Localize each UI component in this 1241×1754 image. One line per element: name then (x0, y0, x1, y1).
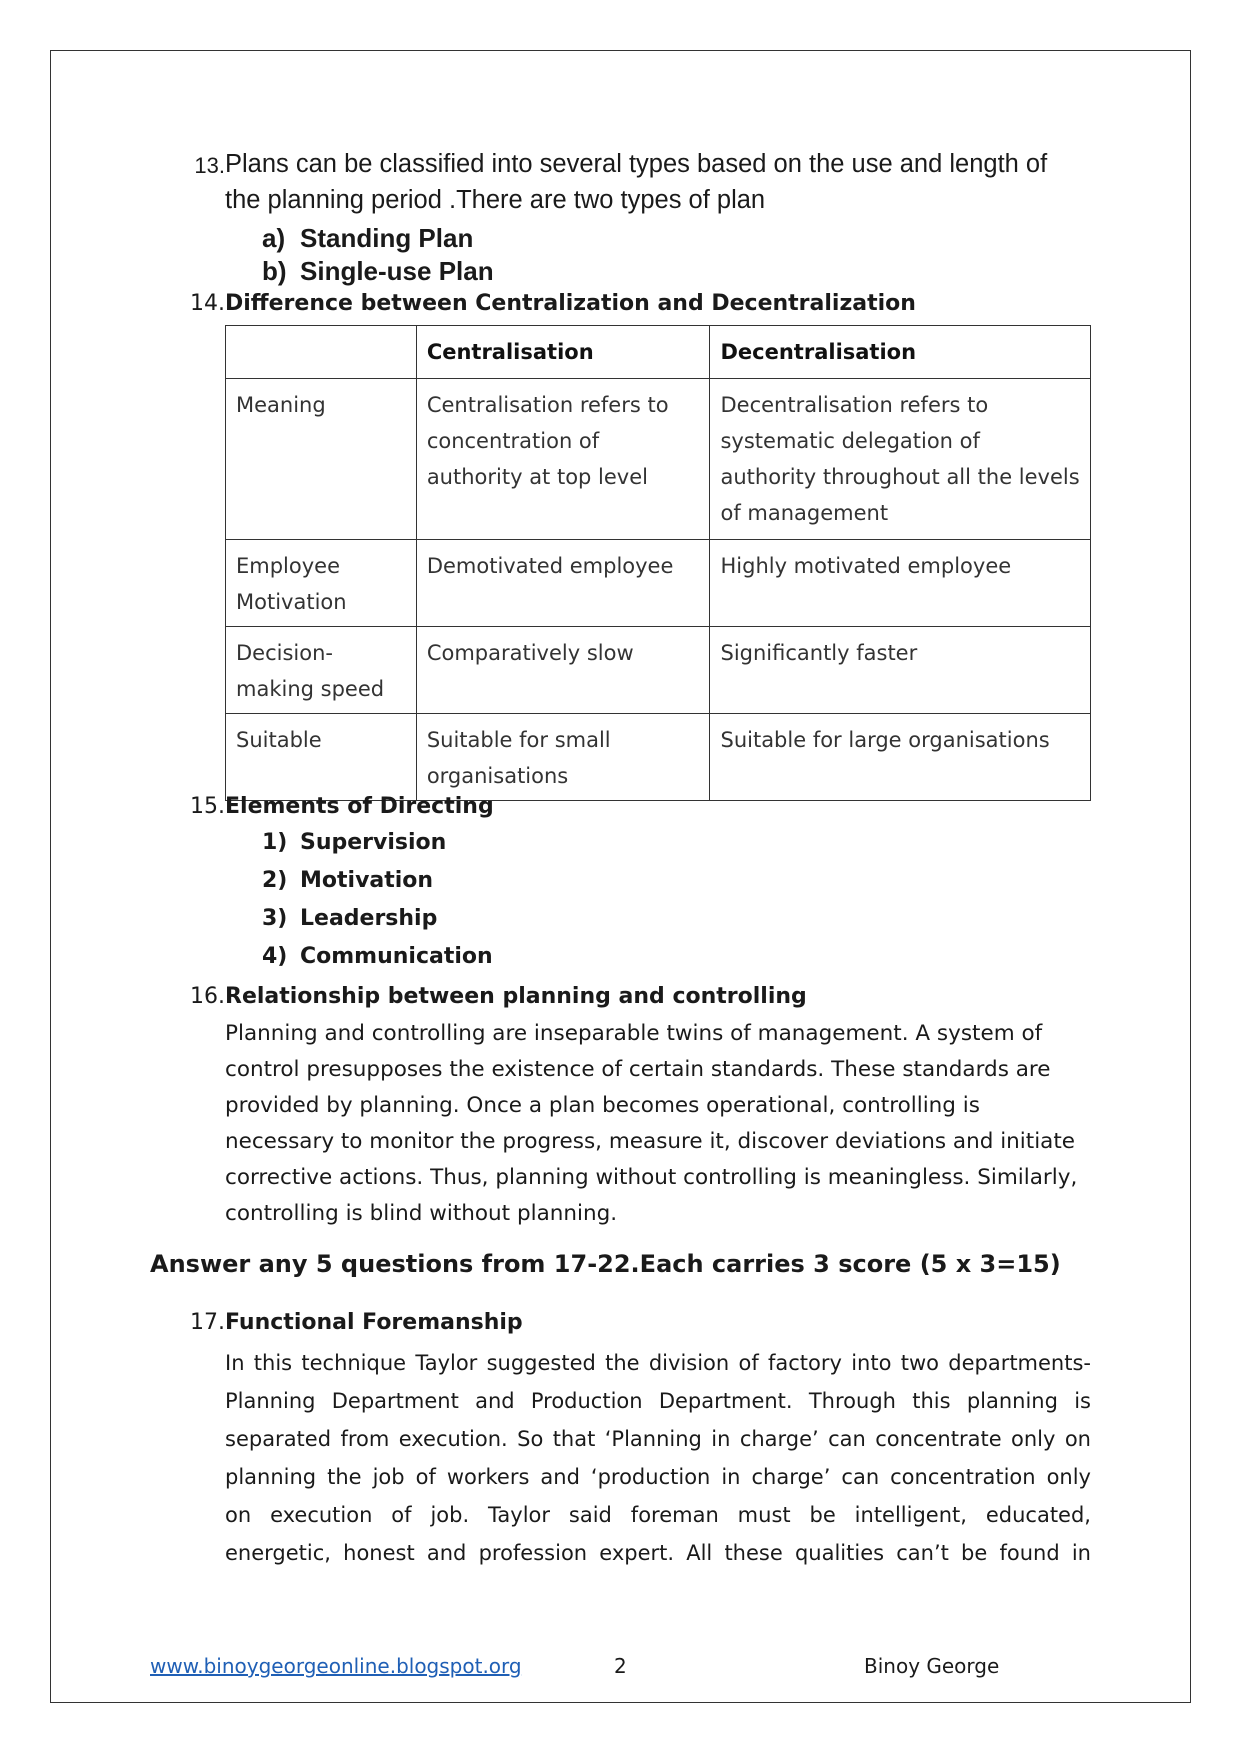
question-14-heading: 14.Difference between Centralization and Decentralization (190, 291, 916, 316)
plan-type-list (262, 220, 494, 286)
question-16-heading: 16.Relationship between planning and controlling (190, 984, 807, 1009)
table-cell: Highly motivated employee (710, 540, 1091, 627)
list-item: a) Standing Plan (262, 223, 474, 253)
table-header-row (226, 326, 1091, 379)
section-instruction: Answer any 5 questions from 17-22.Each carries 3 score (5 x 3=15) (150, 1250, 1061, 1278)
footer-website-link[interactable]: www.binoygeorgeonline.blogspot.org (150, 1654, 522, 1678)
table-cell: Demotivated employee (416, 540, 710, 627)
answer-line: planning the job of workers and ‘production in charge’ can concentration only (225, 1465, 1091, 1489)
answer-line: separated from execution. So that ‘Planning in charge’ can concentrate only on (225, 1427, 1091, 1451)
table-row (226, 714, 1091, 801)
table-cell: Suitable for small organisations (416, 714, 710, 801)
answer-line: corrective actions. Thus, planning without controlling is meaningless. Similarly, (225, 1165, 1078, 1190)
question-number: 13. (194, 153, 225, 178)
table-cell: Centralisation refers to concentration of authority at top level (416, 379, 710, 540)
table-cell: Comparatively slow (416, 627, 710, 714)
table-header-cell: Centralisation (416, 326, 710, 379)
table-row (226, 627, 1091, 714)
table-cell: Employee Motivation (226, 540, 417, 627)
list-item: 3) Leadership (262, 906, 438, 931)
answer-line: controlling is blind without planning. (225, 1201, 618, 1226)
list-item: 2) Motivation (262, 868, 434, 893)
table-row (226, 379, 1091, 540)
list-item: 4) Communication (262, 944, 493, 969)
table-cell: Meaning (226, 379, 417, 540)
table-header-cell: Decentralisation (710, 326, 1091, 379)
answer-line: In this technique Taylor suggested the division of factory into two departments- (225, 1351, 1091, 1375)
question-15-heading: 15.Elements of Directing (190, 794, 494, 819)
page-number: 2 (614, 1654, 627, 1678)
answer-line: Planning Department and Production Department. Through this planning is (225, 1389, 1091, 1413)
comparison-table (225, 325, 1091, 801)
answer-line: Planning and controlling are inseparable twins of management. A system of (225, 1021, 1043, 1046)
table-header-cell (226, 326, 417, 379)
answer-line: energetic, honest and profession expert. All these qualities can’t be found in (225, 1541, 1091, 1565)
question-17-answer (225, 1344, 1091, 1572)
table-row (226, 540, 1091, 627)
table-cell: Decentralisation refers to systematic delegation of authority throughout all the levels of management (710, 379, 1091, 540)
list-item: b) Single-use Plan (262, 256, 494, 286)
question-17-heading: 17.Functional Foremanship (190, 1310, 523, 1335)
question-16-answer (225, 1016, 1091, 1232)
answer-line: on execution of job. Taylor said foreman must be intelligent, educated, (225, 1503, 1091, 1527)
answer-line: necessary to monitor the progress, measure it, discover deviations and initiate (225, 1129, 1076, 1154)
table-cell: Decision-making speed (226, 627, 417, 714)
question-text-line: Plans can be classified into several types based on the use and length of (225, 150, 1048, 178)
table-cell: Suitable for large organisations (710, 714, 1091, 801)
table-cell: Significantly faster (710, 627, 1091, 714)
answer-line: provided by planning. Once a plan becomes operational, controlling is (225, 1093, 980, 1118)
answer-line: control presupposes the existence of certain standards. These standards are (225, 1057, 1051, 1082)
directing-elements-list (262, 830, 493, 982)
footer-author: Binoy George (864, 1654, 1000, 1678)
table-cell: Suitable (226, 714, 417, 801)
question-text-line: the planning period .There are two types of plan (225, 186, 766, 214)
list-item: 1) Supervision (262, 830, 447, 855)
